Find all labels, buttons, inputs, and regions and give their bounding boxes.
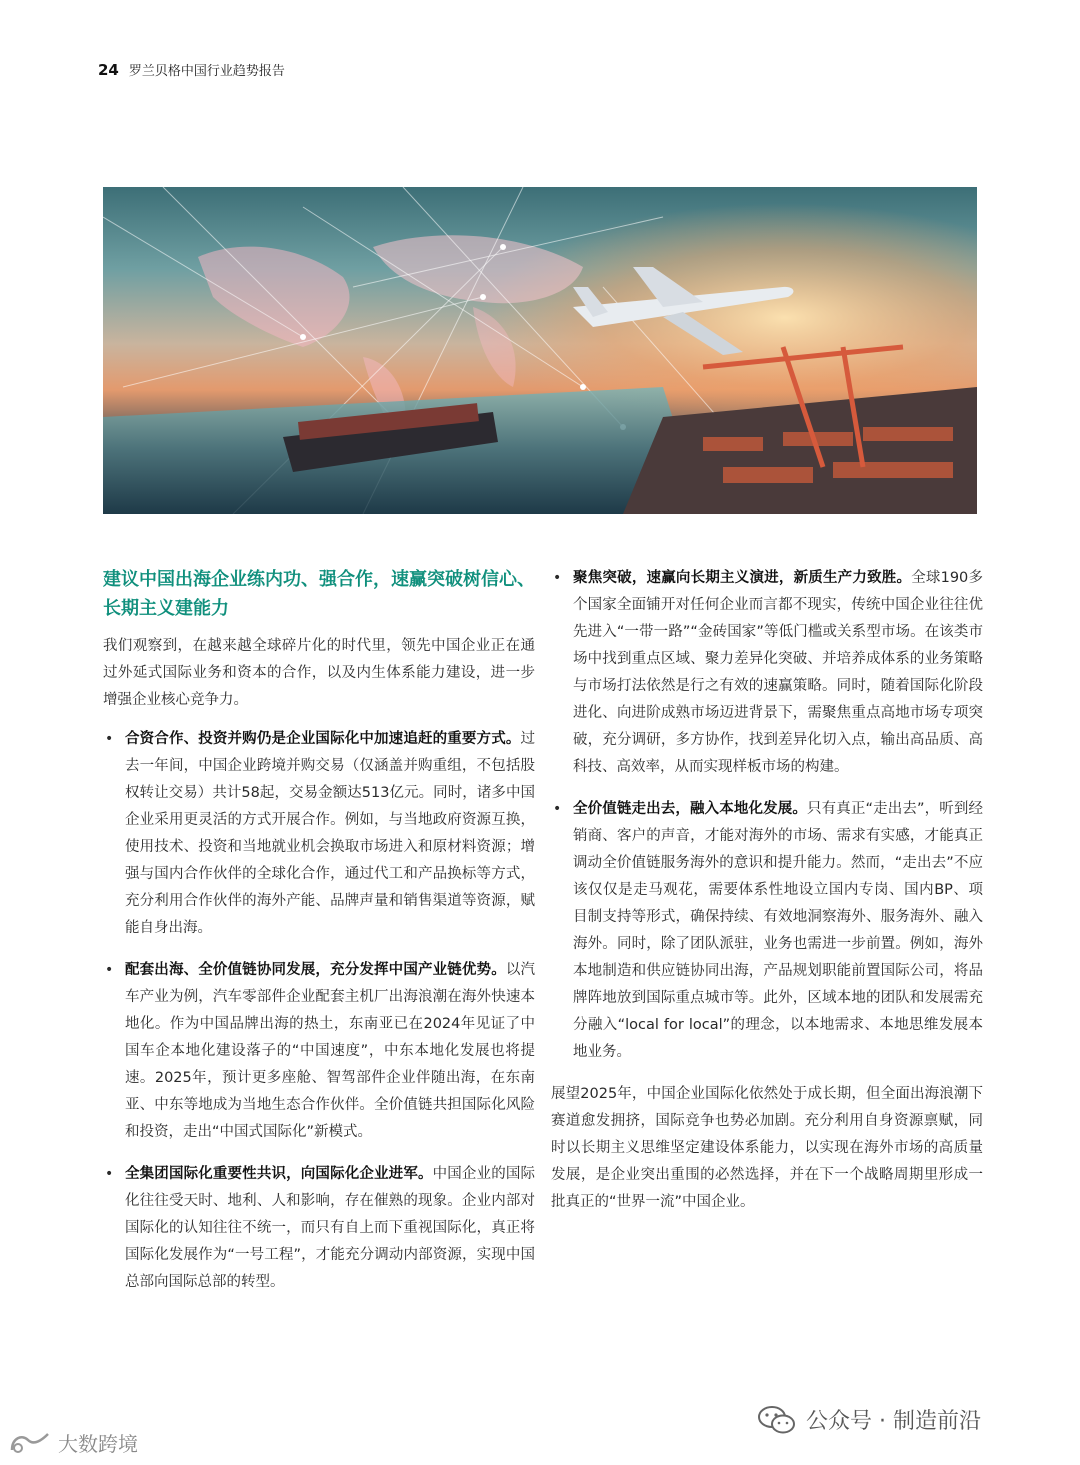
bullet-icon: •	[105, 731, 114, 747]
list-item	[103, 957, 535, 1146]
list-item	[103, 726, 535, 942]
left-bullet-list	[103, 726, 535, 1296]
conclusion-paragraph: 展望2025年，中国企业国际化依然处于成长期，但全面出海浪潮下赛道愈发拥挤，国际竞争也势必加剧。充分利用自身资源禀赋，同时以长期主义思维坚定建设体系能力，以实现在海外市场的高质量发展，是企业突出重围的必然选择，并在下一个战略周期里形成一批真正的“世界一流”中国企业。	[551, 1086, 983, 1210]
intro-paragraph: 我们观察到，在越来越全球碎片化的时代里，领先中国企业正在通过外延式国际业务和资本的合作，以及内生体系能力建设，进一步增强企业核心竞争力。	[103, 638, 535, 708]
bullet-text: 过去一年间，中国企业跨境并购交易（仅涵盖并购重组，不包括股权转让交易）共计58起，交易金额达513亿元。同时，诸多中国企业采用更灵活的方式开展合作。例如，与当地政府资源互换，使用技术、投资和当地就业机会换取市场进入和原材料资源；增强与国内合作伙伴的全球化合作，通过代工和产品换标等方式，充分利用合作伙伴的海外产能、品牌声量和销售渠道等资源，赋能自身出海。	[125, 731, 535, 936]
bullet-text: 以汽车产业为例，汽车零部件企业配套主机厂出海浪潮在海外快速本地化。作为中国品牌出海的热土，东南亚已在2024年见证了中国车企本地化建设落子的“中国速度”，中东本地化发展也将提速。2025年，预计更多座舱、智驾部件企业伴随出海，在东南亚、中东等地成为当地生态合作伙伴。全价值链共担国际化风险和投资，走出“中国式国际化”新模式。	[125, 962, 536, 1140]
right-bullet-list	[551, 565, 983, 1066]
ports-shipping-photo-icon	[103, 187, 977, 514]
bullet-icon: •	[105, 1166, 114, 1182]
bullet-text: 中国企业的国际化往往受天时、地利、人和影响，存在催熟的现象。企业内部对国际化的认知往往不统一，而只有自上而下重视国际化，真正将国际化发展作为“一号工程”，才能充分调动内部资源，实现中国总部向国际总部的转型。	[125, 1166, 535, 1290]
bullet-heading: 合资合作、投资并购仍是企业国际化中加速追赶的重要方式。	[125, 731, 521, 747]
bullet-icon: •	[553, 570, 562, 586]
list-item	[103, 1161, 535, 1296]
bullet-heading: 全价值链走出去，融入本地化发展。	[573, 801, 807, 817]
bullet-heading: 聚焦突破，速赢向长期主义演进，新质生产力致胜。	[573, 570, 912, 586]
page-number: 24	[98, 61, 119, 79]
brand-watermark-text: 大数跨境	[58, 1432, 138, 1456]
bullet-heading: 全集团国际化重要性共识，向国际化企业进军。	[125, 1166, 433, 1182]
report-title: 罗兰贝格中国行业趋势报告	[128, 64, 285, 79]
right-column	[551, 565, 983, 1228]
left-column	[103, 565, 535, 1311]
bullet-text: 全球190多个国家全面铺开对任何企业而言都不现实，传统中国企业往往优先进入“一带一路”“金砖国家”等低门槛或关系型市场。在该类市场中找到重点区域、聚力差异化突破、并培养成体系的业务策略与市场打法依然是行之有效的速赢策略。同时，随着国际化阶段进化、向进阶成熟市场迈进背景下，需聚焦重点高地市场专项突破，充分调研，多方协作，找到差异化切入点，输出高品质、高科技、高效率，从而实现样板市场的构建。	[573, 570, 983, 775]
brand-watermark	[8, 1428, 138, 1457]
bullet-icon: •	[105, 962, 114, 978]
bullet-text: 只有真正“走出去”，听到经销商、客户的声音，才能对海外的市场、需求有实感，才能真正调动全价值链服务海外的意识和提升能力。然而，“走出去”不应该仅仅是走马观花，需要体系性地设立国内专岗、国内BP、项目制支持等形式，确保持续、有效地洞察海外、服务海外、融入海外。同时，除了团队派驻，业务也需进一步前置。例如，海外本地制造和供应链协同出海，产品规划职能前置国际公司，将品牌阵地放到国际重点城市等。此外，区域本地的团队和发展需充分融入“local for local”的理念，以本地需求、本地思维发展本地业务。	[573, 801, 983, 1060]
list-item	[551, 565, 983, 781]
brand-logo-icon	[8, 1430, 52, 1456]
page-header	[98, 60, 285, 82]
wechat-icon	[758, 1405, 796, 1435]
wechat-watermark-text: 公众号 · 制造前沿	[806, 1409, 981, 1434]
bullet-heading: 配套出海、全价值链协同发展，充分发挥中国产业链优势。	[125, 962, 506, 978]
hero-illustration	[103, 187, 977, 514]
section-title: 建议中国出海企业练内功、强合作，速赢突破树信心、长期主义建能力	[103, 569, 535, 619]
bullet-icon: •	[553, 801, 562, 817]
wechat-watermark	[758, 1404, 981, 1435]
list-item	[551, 796, 983, 1066]
